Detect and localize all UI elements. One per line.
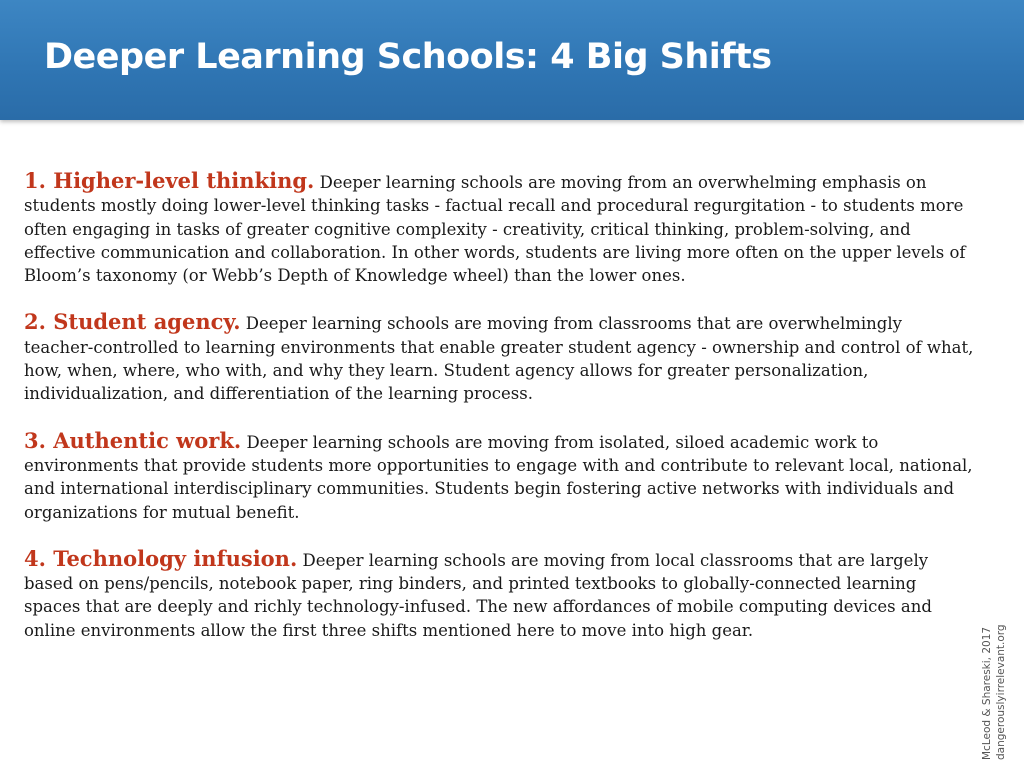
shifts-list (24, 169, 974, 665)
shift-item-1 (24, 169, 974, 287)
shift-body: Deeper learning schools are moving from classrooms that are overwhelmingly teacher-controlled to learning environments that enable greater student agency - ownership and control of what, how, when, where, who with, and why they learn. Student agency allows for greater personalization, individualization, and differentiation of the learning process. (24, 314, 974, 404)
shift-body: Deeper learning schools are moving from isolated, siloed academic work to environments that provide students more opportunities to engage with and contribute to relevant local, national, and international interdisciplinary communities. Students begin fostering active networks with individuals and organizations for mutual benefit. (24, 432, 973, 522)
shift-item-4 (24, 547, 974, 642)
shift-item-2 (24, 310, 974, 405)
shift-body: Deeper learning schools are moving from local classrooms that are largely based on pens/pencils, notebook paper, ring binders, and printed textbooks to globally-connected learning spaces that are deeply and richly technology-infused. The new affordances of mobile computing devices and online environments allow the first three shifts mentioned here to move into high gear. (24, 550, 932, 640)
shift-heading: 2. Student agency. (24, 309, 241, 335)
shift-heading: 3. Authentic work. (24, 427, 242, 453)
shift-item-3 (24, 429, 974, 524)
credit-website: dangerouslyirrelevant.org (995, 624, 1007, 760)
credit-authors: McLeod & Shareski, 2017 (981, 626, 993, 760)
credit-attribution (980, 600, 1024, 760)
title-bar (0, 0, 1024, 120)
shift-body: Deeper learning schools are moving from an overwhelming emphasis on students mostly doing lower-level thinking tasks - factual recall and procedural regurgitation - to students more often engaging in tasks of greater cognitive complexity - creativity, critical thinking, problem-solving, and effective communication and collaboration. In other words, students are living more often on the upper levels of Bloom’s taxonomy (or Webb’s Depth of Knowledge wheel) than the lower ones. (24, 173, 966, 286)
shift-heading: 4. Technology infusion. (24, 545, 298, 571)
slide-title: Deeper Learning Schools: 4 Big Shifts (44, 37, 772, 77)
shift-heading: 1. Higher-level thinking. (24, 168, 315, 193)
